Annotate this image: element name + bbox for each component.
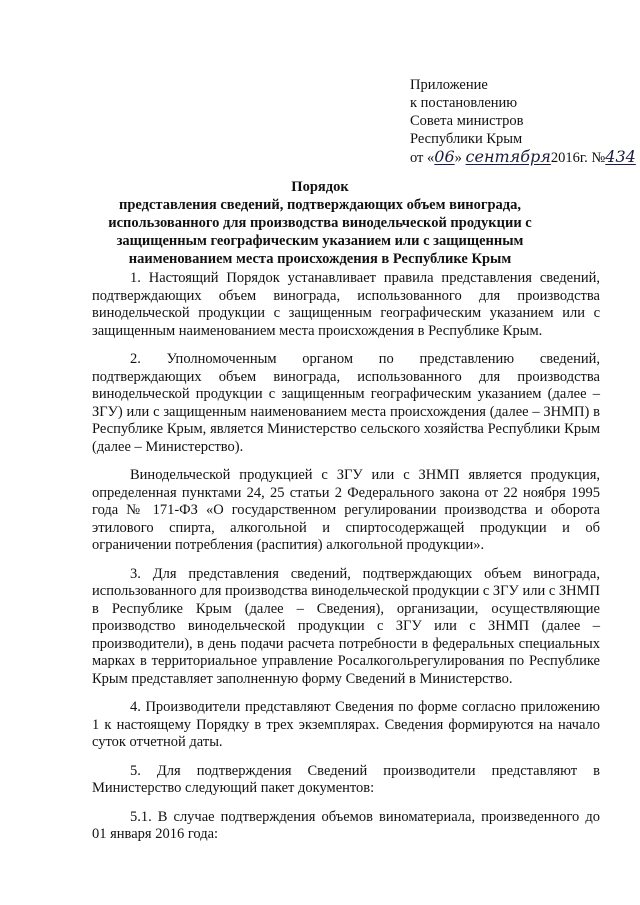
date-prefix: от « xyxy=(410,150,435,166)
handwritten-month: сентября xyxy=(465,147,551,166)
paragraph-2-continued: Винодельческой продукцией с ЗГУ или с ЗНМП является продукция, определенная пунктами 24, 25 статьи 2 Федерального закона от 22 ноября 1995 года № 171-ФЗ «О государственном регулировании производства и оборота этилового спирта, алкогольной и спиртосодержащей продукции и об ограничении потребления (распития) алкогольной продукции». xyxy=(92,467,600,553)
title-line-5: наименованием места происхождения в Республике Крым xyxy=(128,251,512,267)
appendix-line-2: к постановлению xyxy=(410,95,518,111)
date-mid: » xyxy=(454,150,466,166)
document-title xyxy=(100,178,540,268)
appendix-date-line xyxy=(410,148,636,167)
paragraph-1: 1. Настоящий Порядок устанавливает правила представления сведений, подтверждающих объем винограда, использованного для производства винодельческой продукции с защищенным географическим указанием или с защищенным наименованием места происхождения в Республике Крым. xyxy=(92,270,600,339)
appendix-line-4: Республики Крым xyxy=(410,131,523,147)
document-body xyxy=(92,270,600,855)
appendix-header xyxy=(410,76,636,167)
title-line-3: использованного для производства винодельческой продукции с xyxy=(108,215,532,231)
handwritten-number: 434 xyxy=(605,147,636,166)
paragraph-5: 5. Для подтверждения Сведений производители представляют в Министерство следующий пакет документов: xyxy=(92,762,600,796)
paragraph-4: 4. Производители представляют Сведения по форме согласно приложению 1 к настоящему Порядку в трех экземплярах. Сведения формируются на начало суток отчетной даты. xyxy=(92,699,600,750)
paragraph-2: 2. Уполномоченным органом по представлению сведений, подтверждающих объем винограда, использованного для производства винодельческой продукции с защищенным географическим указанием (далее – ЗГУ) или с защищенным наименованием места происхождения (далее – ЗНМП) в Республике Крым, является Министерство сельского хозяйства Республики Крым (далее – Министерство). xyxy=(92,351,600,455)
handwritten-day: 06 xyxy=(434,147,455,166)
title-line-1: Порядок xyxy=(291,179,349,195)
year-text: 2016г. № xyxy=(550,150,606,166)
paragraph-5-1: 5.1. В случае подтверждения объемов виноматериала, произведенного до 01 января 2016 года: xyxy=(92,808,600,842)
title-line-2: представления сведений, подтверждающих объем винограда, xyxy=(118,197,522,213)
paragraph-3: 3. Для представления сведений, подтверждающих объем винограда, использованного для производства винодельческой продукции с ЗГУ или с ЗНМП в Республике Крым (далее – Сведения), организации, осуществляющие производство винодельческой продукции с ЗГУ или с ЗНМП (далее – производители), в день подачи расчета потребности в федеральных специальных марках в территориальное управление Росалкогольрегулирования по Республике Крым представляет заполненную форму Сведений в Министерство. xyxy=(92,565,600,687)
title-line-4: защищенным географическим указанием или с защищенным xyxy=(116,233,524,249)
appendix-line-3: Совета министров xyxy=(410,113,524,129)
appendix-line-1: Приложение xyxy=(410,77,488,93)
